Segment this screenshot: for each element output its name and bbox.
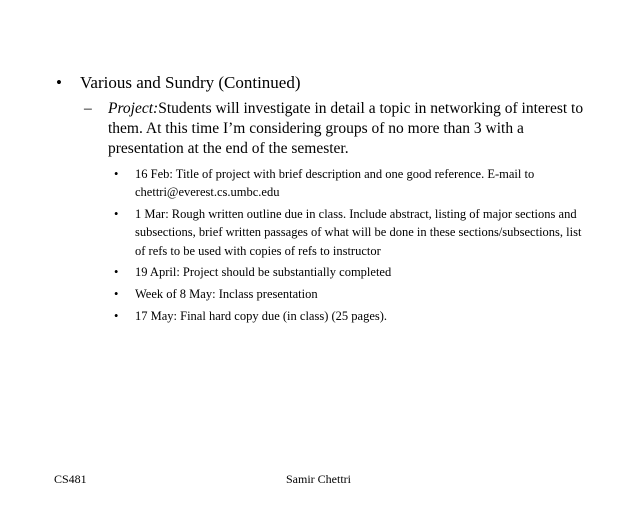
bullet-icon: • [114,309,119,324]
list-item [114,165,584,202]
milestone-text: Week of 8 May: Inclass presentation [135,287,318,302]
project-label: Project: [108,100,159,117]
bullet-icon: • [114,265,119,280]
project-description [108,99,594,159]
milestone-text: 16 Feb: Title of project with brief description and one good reference. E-mail to chettri@everest.cs.umbc.edu [135,167,535,200]
milestone-text: 1 Mar: Rough written outline due in class. Include abstract, listing of major sections and subsections, brief written passages of what will be done in these sections/subsections, list of refs to be used with copies of refs to instructor [135,207,582,258]
bullet-icon: • [56,73,62,92]
bullet-icon: • [114,207,119,222]
footer-author: Samir Chettri [286,472,351,486]
list-item [114,285,584,303]
dash-icon: – [84,100,92,117]
milestone-list [114,165,584,329]
bullet-icon: • [114,167,119,181]
list-item [114,263,584,281]
list-item [114,307,584,325]
milestone-text: 19 April: Project should be substantially completed [135,265,392,280]
list-item [114,205,584,260]
heading-line [56,72,616,94]
footer-course: CS481 [54,472,87,486]
bullet-icon: • [114,287,119,302]
project-subpoint [84,99,594,159]
milestone-text: 17 May: Final hard copy due (in class) (25 pages). [135,309,388,324]
slide-heading: Various and Sundry (Continued) [80,73,301,92]
project-text: Students will investigate in detail a topic in networking of interest to them. At this time I’m considering groups of no more than 3 with a presentation at the end of the semester. [108,100,584,157]
